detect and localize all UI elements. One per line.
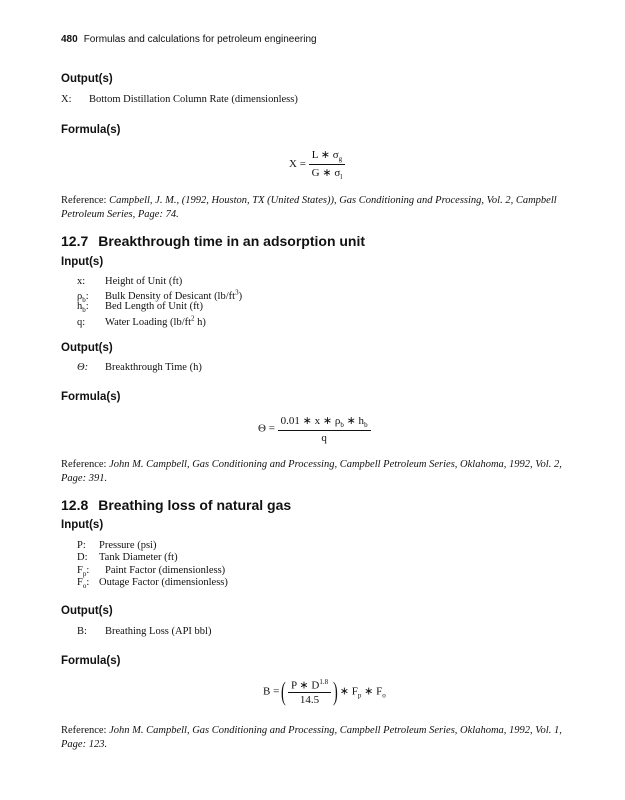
section-name: Breathing loss of natural gas [98,497,292,513]
formula-x: X = $\frac{L ∗ \sigma_g}{G ∗ \sigma_l}$ [289,148,345,181]
output-desc: Breathing Loss (API bbl) [105,626,212,637]
output-symbol: X: [61,94,72,105]
section-title [61,233,365,249]
formula-heading: Formula(s) [61,655,121,667]
section-name: Breakthrough time in an adsorption unit [98,233,366,249]
output-item [77,362,202,373]
reference [61,458,564,486]
input-desc: Tank Diameter (ft) [99,552,178,563]
input-desc: Height of Unit (ft) [105,276,183,287]
reference-label: Reference: [61,725,110,736]
running-title: Formulas and calculations for petroleum engineering [83,34,317,45]
input-item [77,577,228,590]
section-number: 12.7 [61,233,89,249]
output-heading: Output(s) [61,73,113,85]
page-number: 480 [61,34,78,45]
input-symbol: $h_b$: [77,301,89,315]
output-desc: Bottom Distillation Column Rate (dimensionless) [89,94,298,105]
formula-b: B =( $\frac{P ∗ D^{1.8}}{14.5}$ ) ∗ $F_p$ ∗ $F_o$ [263,677,386,707]
reference-text: John M. Campbell, Gas Conditioning and Processing, Campbell Petroleum Series, Oklahoma, 1992, Vol. 1, Page: 123. [61,725,562,750]
input-desc: Pressure (psi) [99,540,157,551]
input-symbol: P: [77,540,86,551]
input-desc: Outage Factor (dimensionless) [99,577,228,588]
output-item [77,626,211,637]
input-item [77,301,203,314]
reference-text: John M. Campbell, Gas Conditioning and Processing, Campbell Petroleum Series, Oklahoma, 1992, Vol. 2, Page: 391. [61,459,562,484]
formula-heading: Formula(s) [61,124,121,136]
running-header [61,34,317,45]
output-symbol: Θ: [77,362,89,373]
input-desc: Paint Factor (dimensionless) [105,565,226,576]
input-desc: Water Loading ($lb/ft^2$ h) [105,314,206,328]
input-item [77,276,182,287]
input-symbol: q: [77,316,86,328]
formula-theta: Θ = $\frac{0.01 ∗ x ∗ \rho_b ∗ h_b}{q}$ [258,414,371,444]
section-number: 12.8 [61,497,89,513]
input-heading: Input(s) [61,519,104,531]
input-symbol: $\rho_b$: [77,290,89,304]
input-heading: Input(s) [61,256,104,268]
input-desc: Bed Length of Unit (ft) [105,301,203,312]
reference [61,194,564,222]
input-symbol: D: [77,552,88,563]
reference-label: Reference: [61,459,110,470]
output-item [61,94,298,105]
formula-heading: Formula(s) [61,391,121,403]
reference-text: Campbell, J. M., (1992, Houston, TX (United States)), Gas Conditioning and Processing, Vol. 2, Campbell Petroleum Series, Page: 74. [61,195,557,220]
output-heading: Output(s) [61,342,113,354]
input-symbol: x: [77,276,86,287]
input-symbol: $F_o$: [77,577,90,591]
reference [61,724,564,752]
output-heading: Output(s) [61,605,113,617]
input-symbol: $F_p$: [77,565,90,579]
output-desc: Breakthrough Time (h) [105,362,202,373]
input-item [77,552,178,563]
input-item [77,314,206,328]
input-desc: Bulk Density of Desicant $(lb/ft^3)$ [105,288,243,302]
output-symbol: B: [77,626,87,637]
input-item [77,540,156,551]
reference-label: Reference: [61,195,110,206]
section-title [61,497,291,513]
